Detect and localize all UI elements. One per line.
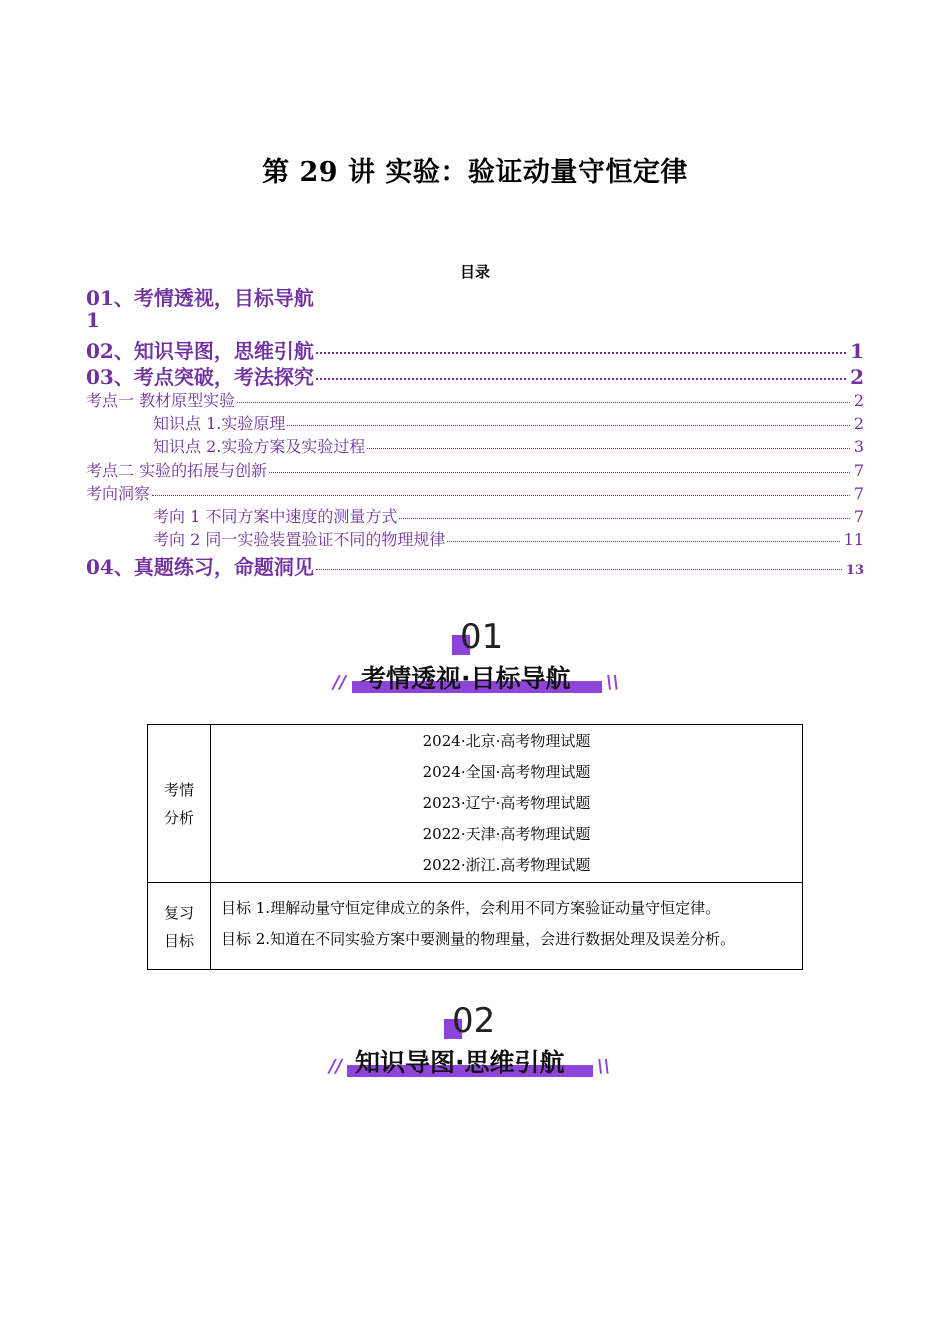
toc-entry-text: 考向洞察 — [86, 484, 151, 503]
toc-entry-1[interactable] — [86, 282, 864, 311]
exam-item: 2022·浙江.高考物理试题 — [422, 856, 591, 874]
toc-entry-10[interactable] — [153, 527, 864, 550]
toc-entry-text: 考点二 实验的拓展与创新 — [86, 461, 268, 480]
toc-leader — [316, 569, 842, 570]
exam-item: 2022·天津·高考物理试题 — [422, 825, 591, 843]
toc-entry-8[interactable] — [86, 481, 864, 504]
toc-entry-5[interactable] — [153, 411, 864, 434]
toc-entry-9[interactable] — [153, 504, 864, 527]
toc-entry-text: 知识点 1.实验原理 — [153, 414, 286, 433]
toc-entry-text: 03、考点突破，考法探究 — [86, 365, 314, 389]
toc-entry-page: 2 — [853, 414, 864, 433]
banner-slash-left: // — [333, 672, 347, 693]
toc-entry-page: 11 — [843, 530, 864, 549]
analysis-label: 考情 — [163, 780, 194, 799]
toc-entry-text: 01、考情透视，目标导航 — [86, 286, 314, 310]
banner-slash-left: // — [329, 1056, 343, 1077]
toc-leader — [316, 352, 846, 354]
page-title: 第 29 讲 实验：验证动量守恒定律 — [262, 157, 688, 188]
toc-leader — [367, 448, 849, 449]
analysis-label-cell — [148, 725, 211, 883]
toc-entry-text: 考向 1 不同方案中速度的测量方式 — [153, 507, 398, 526]
toc-entry-page: 7 — [853, 484, 864, 503]
goal-label: 目标 — [163, 931, 194, 950]
toc-entry-text: 知识点 2.实验方案及实验过程 — [153, 437, 366, 456]
table-row — [148, 883, 803, 970]
toc-leader — [399, 518, 849, 519]
toc-entry-7[interactable] — [86, 458, 864, 481]
section-label: 知识导图·思维引航 — [355, 1048, 565, 1077]
analysis-label: 分析 — [163, 808, 194, 827]
toc-entry-1-page[interactable] — [86, 308, 864, 332]
toc-entry-text: 考向 2 同一实验装置验证不同的物理规律 — [153, 530, 446, 549]
toc-heading: 目录 — [459, 263, 490, 281]
exam-item: 2024·全国·高考物理试题 — [422, 763, 591, 781]
toc-entry-11[interactable] — [86, 551, 864, 580]
exam-item: 2023·辽宁·高考物理试题 — [422, 794, 591, 812]
toc-entry-page: 13 — [845, 563, 864, 578]
toc-entry-6[interactable] — [153, 434, 864, 457]
toc-entry-page: 2 — [850, 365, 864, 389]
goal-item: 目标 1.理解动量守恒定律成立的条件，会利用不同方案验证动量守恒定律。 — [221, 899, 721, 917]
toc-entry-text: 02、知识导图，思维引航 — [86, 339, 314, 363]
toc-entry-text: 考点一 教材原型实验 — [86, 391, 236, 410]
goal-label: 复习 — [163, 903, 194, 922]
toc-entry-page: 7 — [853, 507, 864, 526]
section-banner-01 — [0, 615, 950, 705]
banner-slash-right: \\ — [597, 1056, 611, 1077]
table-row — [148, 725, 803, 883]
goal-label-cell — [148, 883, 211, 970]
toc-leader — [237, 402, 850, 403]
section-number: 02 — [452, 1001, 496, 1041]
banner-slash-right: \\ — [606, 672, 620, 693]
toc-leader — [447, 541, 839, 542]
section-label: 考情透视·目标导航 — [361, 664, 571, 693]
section-number: 01 — [460, 617, 504, 657]
exam-info-table — [147, 724, 803, 970]
exam-item: 2024·北京·高考物理试题 — [422, 732, 591, 750]
toc-entry-2[interactable] — [86, 335, 864, 364]
exam-list-cell — [211, 725, 803, 883]
goal-item: 目标 2.知道在不同实验方案中要测量的物理量，会进行数据处理及误差分析。 — [221, 930, 736, 948]
toc-entry-page: 7 — [853, 461, 864, 480]
toc-leader — [152, 495, 850, 496]
goal-list-cell — [211, 883, 803, 970]
toc-entry-3[interactable] — [86, 361, 864, 390]
toc-entry-4[interactable] — [86, 388, 864, 411]
toc-entry-page: 2 — [853, 391, 864, 410]
toc-leader — [269, 472, 850, 473]
toc-entry-page: 1 — [850, 339, 864, 363]
toc-leader — [287, 425, 849, 426]
toc-leader — [316, 378, 846, 380]
toc-entry-page: 3 — [853, 437, 864, 456]
toc-entry-text: 04、真题练习，命题洞见 — [86, 555, 314, 579]
section-banner-02 — [0, 999, 950, 1089]
toc-entry-page: 1 — [86, 308, 100, 332]
